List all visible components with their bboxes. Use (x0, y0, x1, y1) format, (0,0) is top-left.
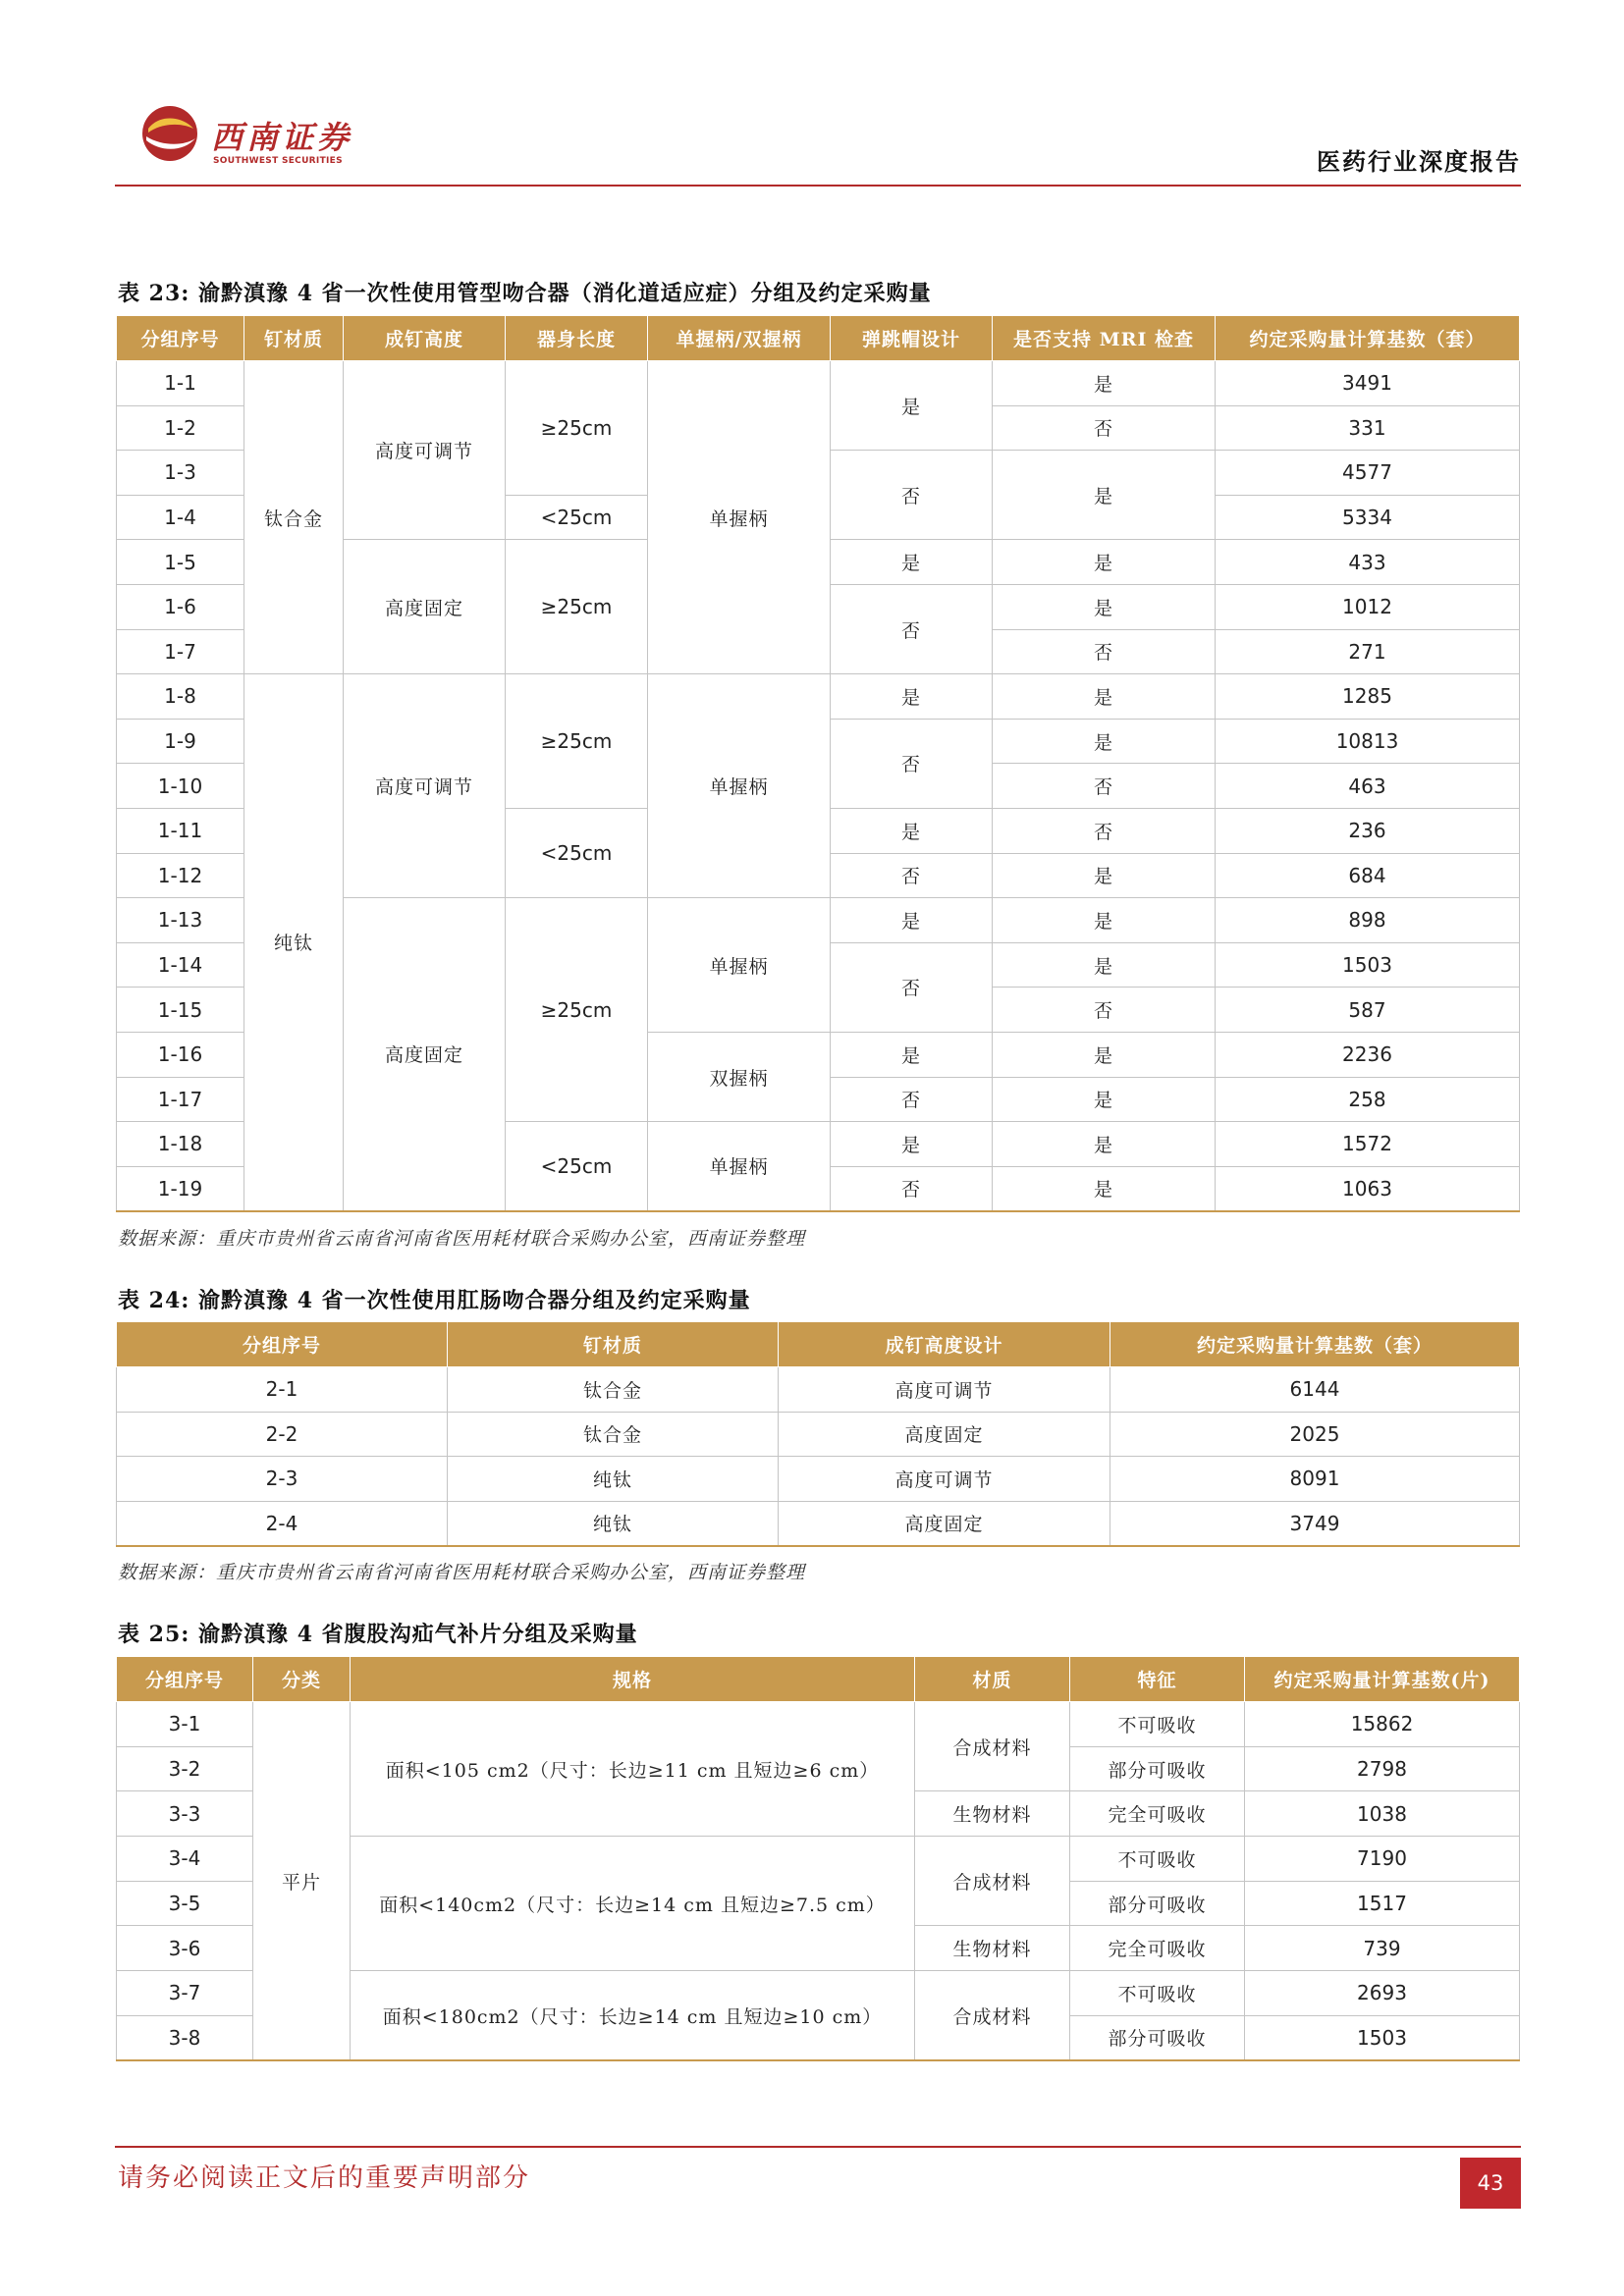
feature-cell: 部分可吸收 (1070, 1881, 1245, 1926)
cap-cell: 是 (831, 674, 993, 720)
mri-cell: 是 (993, 1122, 1216, 1167)
length-cell: ≥25cm (506, 898, 648, 1122)
table-row (117, 1412, 1520, 1457)
table24-header-row (117, 1322, 1520, 1367)
material-cell: 纯钛 (244, 674, 344, 1211)
row-id: 1-9 (117, 719, 244, 764)
table23-header-height: 成钉高度 (344, 316, 506, 361)
logo-mark-icon (140, 103, 199, 164)
qty-cell: 3491 (1216, 361, 1520, 406)
table-row (117, 1457, 1520, 1502)
row-id: 1-5 (117, 540, 244, 585)
feature-cell: 完全可吸收 (1070, 1791, 1245, 1837)
spec-cell: 面积<140cm2（尺寸：长边≥14 cm 且短边≥7.5 cm） (351, 1837, 915, 1971)
row-id: 1-10 (117, 764, 244, 809)
qty-cell: 1012 (1216, 584, 1520, 629)
qty-cell: 463 (1216, 764, 1520, 809)
material-cell: 钛合金 (448, 1412, 779, 1457)
mri-cell: 是 (993, 719, 1216, 764)
material-cell: 钛合金 (448, 1367, 779, 1413)
qty-cell: 258 (1216, 1077, 1520, 1122)
qty-cell: 8091 (1110, 1457, 1520, 1502)
mri-cell: 是 (993, 1166, 1216, 1211)
report-title: 医药行业深度报告 (1317, 147, 1521, 176)
row-id: 2-3 (117, 1457, 448, 1502)
qty-cell: 1038 (1245, 1791, 1520, 1837)
qty-cell: 587 (1216, 988, 1520, 1033)
row-id: 1-4 (117, 495, 244, 540)
qty-cell: 2693 (1245, 1971, 1520, 2016)
logo-english-name: SOUTHWEST SECURITIES (213, 156, 343, 166)
qty-cell: 739 (1245, 1926, 1520, 1971)
table23-header-cap: 弹跳帽设计 (831, 316, 993, 361)
row-id: 1-13 (117, 898, 244, 943)
mri-cell: 是 (993, 584, 1216, 629)
mri-cell: 否 (993, 988, 1216, 1033)
row-id: 3-2 (117, 1746, 253, 1791)
handle-cell: 单握柄 (648, 361, 831, 674)
material-cell: 生物材料 (915, 1926, 1070, 1971)
material-cell: 合成材料 (915, 1971, 1070, 2060)
qty-cell: 684 (1216, 853, 1520, 898)
handle-cell: 双握柄 (648, 1032, 831, 1121)
height-cell: 高度固定 (779, 1501, 1110, 1546)
mri-cell: 是 (993, 361, 1216, 406)
table24-source: 数据来源：重庆市贵州省云南省河南省医用耗材联合采购办公室，西南证券整理 (118, 1562, 806, 1583)
table25 (116, 1656, 1520, 2061)
mri-cell: 是 (993, 898, 1216, 943)
qty-cell: 1517 (1245, 1881, 1520, 1926)
qty-cell: 4577 (1216, 451, 1520, 496)
company-logo (127, 101, 441, 170)
table-row (117, 1501, 1520, 1546)
table25-header-feature: 特征 (1070, 1657, 1245, 1702)
qty-cell: 2798 (1245, 1746, 1520, 1791)
material-cell: 纯钛 (448, 1501, 779, 1546)
table23 (116, 315, 1520, 1212)
row-id: 3-8 (117, 2015, 253, 2060)
table23-header-row (117, 316, 1520, 361)
handle-cell: 单握柄 (648, 674, 831, 898)
cap-cell: 否 (831, 1166, 993, 1211)
mri-cell: 否 (993, 808, 1216, 853)
feature-cell: 部分可吸收 (1070, 2015, 1245, 2060)
row-id: 2-1 (117, 1367, 448, 1413)
length-cell: <25cm (506, 495, 648, 540)
page-number: 43 (1460, 2158, 1521, 2209)
length-cell: ≥25cm (506, 540, 648, 674)
table24-header-height: 成钉高度设计 (779, 1322, 1110, 1367)
cap-cell: 否 (831, 853, 993, 898)
height-cell: 高度可调节 (779, 1457, 1110, 1502)
row-id: 1-3 (117, 451, 244, 496)
mri-cell: 否 (993, 405, 1216, 451)
table25-caption: 表 25: 渝黔滇豫 4 省腹股沟疝气补片分组及采购量 (118, 1622, 638, 1647)
row-id: 2-2 (117, 1412, 448, 1457)
qty-cell: 7190 (1245, 1837, 1520, 1882)
row-id: 3-1 (117, 1702, 253, 1747)
cap-cell: 否 (831, 1077, 993, 1122)
table23-header-length: 器身长度 (506, 316, 648, 361)
cap-cell: 是 (831, 898, 993, 943)
page-header (115, 93, 1521, 187)
mri-cell: 是 (993, 451, 1216, 540)
height-cell: 高度固定 (344, 540, 506, 674)
handle-cell: 单握柄 (648, 1122, 831, 1211)
table25-header-material: 材质 (915, 1657, 1070, 1702)
row-id: 1-14 (117, 942, 244, 988)
qty-cell: 236 (1216, 808, 1520, 853)
qty-cell: 1572 (1216, 1122, 1520, 1167)
mri-cell: 否 (993, 764, 1216, 809)
table25-header-qty: 约定采购量计算基数(片) (1245, 1657, 1520, 1702)
cap-cell: 是 (831, 808, 993, 853)
row-id: 1-1 (117, 361, 244, 406)
mri-cell: 是 (993, 1077, 1216, 1122)
mri-cell: 是 (993, 1032, 1216, 1077)
material-cell: 钛合金 (244, 361, 344, 674)
row-id: 2-4 (117, 1501, 448, 1546)
row-id: 1-17 (117, 1077, 244, 1122)
table24-header-qty: 约定采购量计算基数（套） (1110, 1322, 1520, 1367)
row-id: 3-7 (117, 1971, 253, 2016)
table-row (117, 361, 1520, 406)
qty-cell: 2025 (1110, 1412, 1520, 1457)
logo-chinese-name: 西南证券 (211, 119, 353, 156)
height-cell: 高度固定 (779, 1412, 1110, 1457)
table23-caption: 表 23: 渝黔滇豫 4 省一次性使用管型吻合器（消化道适应症）分组及约定采购量 (118, 281, 932, 306)
table24-header-material: 钉材质 (448, 1322, 779, 1367)
category-cell: 平片 (253, 1702, 351, 2061)
row-id: 1-18 (117, 1122, 244, 1167)
length-cell: <25cm (506, 1122, 648, 1211)
qty-cell: 5334 (1216, 495, 1520, 540)
cap-cell: 否 (831, 942, 993, 1032)
height-cell: 高度可调节 (344, 674, 506, 898)
handle-cell: 单握柄 (648, 898, 831, 1033)
feature-cell: 部分可吸收 (1070, 1746, 1245, 1791)
material-cell: 纯钛 (448, 1457, 779, 1502)
length-cell: ≥25cm (506, 674, 648, 809)
mri-cell: 是 (993, 853, 1216, 898)
qty-cell: 1503 (1216, 942, 1520, 988)
disclaimer-text: 请务必阅读正文后的重要声明部分 (118, 2163, 531, 2193)
row-id: 3-3 (117, 1791, 253, 1837)
material-cell: 合成材料 (915, 1702, 1070, 1791)
table25-header-id: 分组序号 (117, 1657, 253, 1702)
length-cell: <25cm (506, 808, 648, 897)
table25-header-spec: 规格 (351, 1657, 915, 1702)
qty-cell: 2236 (1216, 1032, 1520, 1077)
cap-cell: 否 (831, 451, 993, 540)
height-cell: 高度可调节 (779, 1367, 1110, 1413)
qty-cell: 10813 (1216, 719, 1520, 764)
cap-cell: 是 (831, 540, 993, 585)
table23-header-qty: 约定采购量计算基数（套） (1216, 316, 1520, 361)
table24-caption: 表 24: 渝黔滇豫 4 省一次性使用肛肠吻合器分组及约定采购量 (118, 1288, 751, 1313)
table23-header-id: 分组序号 (117, 316, 244, 361)
qty-cell: 1285 (1216, 674, 1520, 720)
feature-cell: 不可吸收 (1070, 1702, 1245, 1747)
qty-cell: 3749 (1110, 1501, 1520, 1546)
qty-cell: 6144 (1110, 1367, 1520, 1413)
page-footer (115, 2146, 1521, 2195)
material-cell: 生物材料 (915, 1791, 1070, 1837)
feature-cell: 不可吸收 (1070, 1837, 1245, 1882)
qty-cell: 898 (1216, 898, 1520, 943)
qty-cell: 331 (1216, 405, 1520, 451)
feature-cell: 不可吸收 (1070, 1971, 1245, 2016)
table23-header-handle: 单握柄/双握柄 (648, 316, 831, 361)
table25-header-row (117, 1657, 1520, 1702)
row-id: 1-16 (117, 1032, 244, 1077)
cap-cell: 否 (831, 719, 993, 808)
length-cell: ≥25cm (506, 361, 648, 496)
table24 (116, 1321, 1520, 1547)
cap-cell: 否 (831, 584, 993, 673)
height-cell: 高度固定 (344, 898, 506, 1211)
table24-header-id: 分组序号 (117, 1322, 448, 1367)
row-id: 3-6 (117, 1926, 253, 1971)
row-id: 1-15 (117, 988, 244, 1033)
table23-header-mri: 是否支持 MRI 检查 (993, 316, 1216, 361)
qty-cell: 15862 (1245, 1702, 1520, 1747)
feature-cell: 完全可吸收 (1070, 1926, 1245, 1971)
table23-header-material: 钉材质 (244, 316, 344, 361)
spec-cell: 面积<105 cm2（尺寸：长边≥11 cm 且短边≥6 cm） (351, 1702, 915, 1837)
cap-cell: 是 (831, 1032, 993, 1077)
height-cell: 高度可调节 (344, 361, 506, 540)
qty-cell: 1063 (1216, 1166, 1520, 1211)
row-id: 1-11 (117, 808, 244, 853)
row-id: 3-5 (117, 1881, 253, 1926)
cap-cell: 是 (831, 1122, 993, 1167)
mri-cell: 是 (993, 540, 1216, 585)
row-id: 1-6 (117, 584, 244, 629)
table25-header-category: 分类 (253, 1657, 351, 1702)
qty-cell: 1503 (1245, 2015, 1520, 2060)
qty-cell: 271 (1216, 629, 1520, 674)
row-id: 1-12 (117, 853, 244, 898)
table-row (117, 1702, 1520, 1747)
row-id: 1-8 (117, 674, 244, 720)
row-id: 1-2 (117, 405, 244, 451)
table-row (117, 674, 1520, 720)
row-id: 1-7 (117, 629, 244, 674)
spec-cell: 面积<180cm2（尺寸：长边≥14 cm 且短边≥10 cm） (351, 1971, 915, 2060)
table-row (117, 1367, 1520, 1413)
qty-cell: 433 (1216, 540, 1520, 585)
row-id: 3-4 (117, 1837, 253, 1882)
mri-cell: 是 (993, 942, 1216, 988)
mri-cell: 否 (993, 629, 1216, 674)
row-id: 1-19 (117, 1166, 244, 1211)
material-cell: 合成材料 (915, 1837, 1070, 1926)
cap-cell: 是 (831, 361, 993, 451)
table23-source: 数据来源：重庆市贵州省云南省河南省医用耗材联合采购办公室，西南证券整理 (118, 1228, 806, 1250)
mri-cell: 是 (993, 674, 1216, 720)
